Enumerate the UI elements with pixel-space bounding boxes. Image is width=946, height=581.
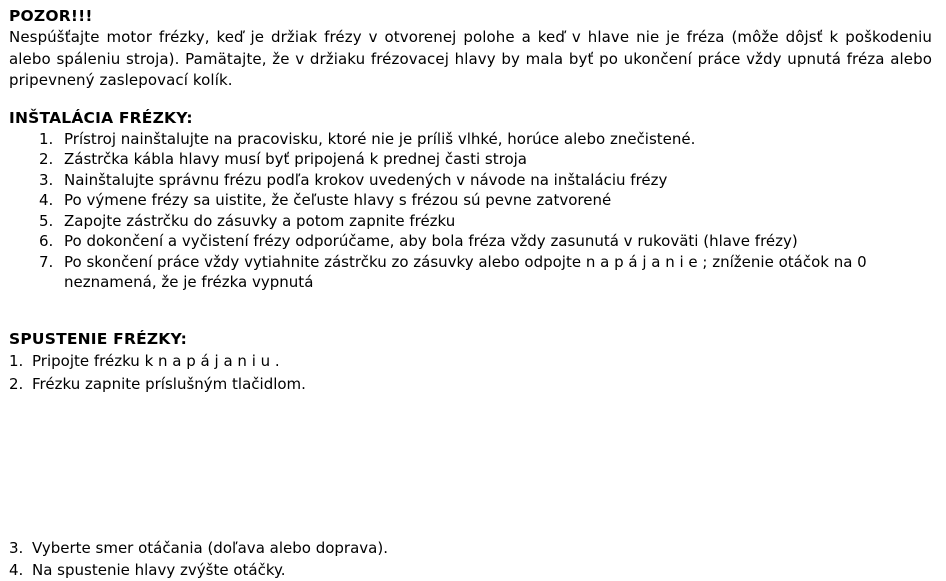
list-item-text: Frézku zapnite príslušným tlačidlom. bbox=[32, 374, 306, 393]
list-item-number: 5. bbox=[39, 211, 54, 230]
warning-paragraph: Nespúšťajte motor frézky, keď je držiak frézy v otvorenej polohe a keď v hlave nie je fréza (môže dôjsť k poškodeniu alebo spáleniu stroja). Pamätajte, že v držiaku frézovacej hlavy by mala byť po ukončení práce vždy upnutá fréza alebo pripevnený zaslepovací kolík. bbox=[9, 28, 932, 89]
start-list bbox=[9, 350, 932, 396]
list-item bbox=[9, 170, 932, 191]
start-list-continued bbox=[9, 537, 932, 581]
list-item-text: Po výmene frézy sa uistite, že čeľuste hlavy s frézou sú pevne zatvorené bbox=[64, 191, 612, 209]
list-item-number: 4. bbox=[9, 561, 24, 579]
list-item-text: Prístroj nainštalujte na pracovisku, ktoré nie je príliš vlhké, horúce alebo znečistené. bbox=[64, 129, 696, 148]
list-item-number: 4. bbox=[39, 191, 54, 209]
list-item-number: 3. bbox=[9, 538, 24, 557]
list-item-number: 1. bbox=[39, 129, 54, 148]
list-item bbox=[9, 350, 932, 373]
list-item-text: Zapojte zástrčku do zásuvky a potom zapnite frézku bbox=[64, 211, 456, 230]
list-item-text: Zástrčka kábla hlavy musí byť pripojená k prednej časti stroja bbox=[64, 150, 527, 168]
list-item-text: Vyberte smer otáčania (doľava alebo doprava). bbox=[32, 538, 388, 557]
list-item bbox=[9, 231, 932, 252]
list-item-number: 7. bbox=[39, 252, 54, 271]
list-item bbox=[9, 129, 932, 150]
list-item-text: Po dokončení a vyčistení frézy odporúčame, aby bola fréza vždy zasunutá v rukoväti (hlave frézy) bbox=[64, 232, 798, 250]
list-item-text: Na spustenie hlavy zvýšte otáčky. bbox=[32, 561, 286, 579]
list-item-number: 2. bbox=[39, 150, 54, 168]
start-section-title: SPUSTENIE FRÉZKY: bbox=[9, 329, 187, 348]
install-list bbox=[9, 129, 932, 293]
list-item-number: 3. bbox=[39, 170, 54, 189]
list-item-number: 1. bbox=[9, 351, 24, 370]
list-item bbox=[9, 252, 932, 293]
list-item bbox=[9, 559, 932, 581]
warning-title: POZOR!!! bbox=[9, 7, 93, 25]
list-item bbox=[9, 537, 932, 560]
list-item bbox=[9, 373, 932, 396]
list-item-text: Po skončení práce vždy vytiahnite zástrčku zo zásuvky alebo odpojte n a p á j a n i e ; zníženie otáčok na 0 neznamená, že je frézka vypnutá bbox=[64, 252, 867, 291]
list-item bbox=[9, 190, 932, 211]
install-section-title: INŠTALÁCIA FRÉZKY: bbox=[9, 108, 193, 127]
list-item bbox=[9, 211, 932, 232]
list-item-number: 2. bbox=[9, 374, 24, 393]
list-item-text: Pripojte frézku k n a p á j a n i u . bbox=[32, 351, 280, 370]
list-item-number: 6. bbox=[39, 232, 54, 250]
list-item bbox=[9, 149, 932, 170]
list-item-text: Nainštalujte správnu frézu podľa krokov uvedených v návode na inštaláciu frézy bbox=[64, 170, 668, 189]
